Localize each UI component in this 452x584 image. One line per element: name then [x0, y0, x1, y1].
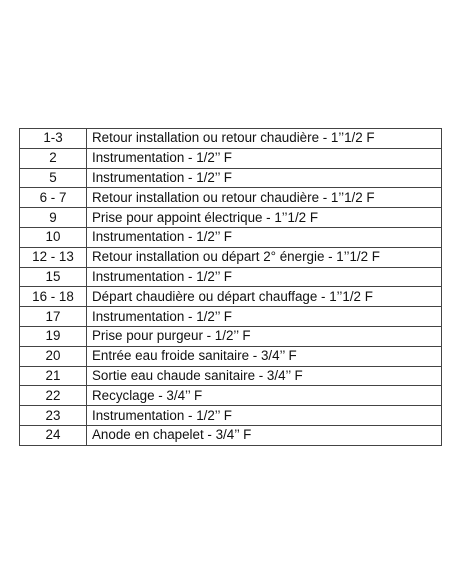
table-row — [20, 148, 442, 168]
connection-description: Prise pour appoint électrique - 1’’1/2 F — [87, 208, 442, 228]
connection-description: Instrumentation - 1/2’’ F — [87, 148, 442, 168]
connection-description: Instrumentation - 1/2’’ F — [87, 227, 442, 247]
connection-number: 10 — [20, 227, 87, 247]
table-row — [20, 326, 442, 346]
table-row — [20, 267, 442, 287]
connections-table-body — [20, 129, 442, 446]
connection-number: 23 — [20, 406, 87, 426]
table-row — [20, 307, 442, 327]
connection-description: Instrumentation - 1/2’’ F — [87, 267, 442, 287]
connection-description: Retour installation ou retour chaudière - 1’’1/2 F — [87, 129, 442, 149]
table-row — [20, 406, 442, 426]
connection-description: Départ chaudière ou départ chauffage - 1’’1/2 F — [87, 287, 442, 307]
connection-description: Recyclage - 3/4’’ F — [87, 386, 442, 406]
table-row — [20, 346, 442, 366]
connection-number: 15 — [20, 267, 87, 287]
connections-table — [19, 128, 442, 446]
connection-number: 12 - 13 — [20, 247, 87, 267]
connection-number: 24 — [20, 425, 87, 445]
connection-number: 5 — [20, 168, 87, 188]
connection-number: 16 - 18 — [20, 287, 87, 307]
table-row — [20, 425, 442, 445]
connection-number: 21 — [20, 366, 87, 386]
connection-description: Instrumentation - 1/2’’ F — [87, 406, 442, 426]
table-row — [20, 287, 442, 307]
table-row — [20, 208, 442, 228]
table-row — [20, 129, 442, 149]
table-row — [20, 227, 442, 247]
connection-number: 9 — [20, 208, 87, 228]
connection-description: Retour installation ou départ 2° énergie - 1’’1/2 F — [87, 247, 442, 267]
connection-number: 1-3 — [20, 129, 87, 149]
connection-description: Sortie eau chaude sanitaire - 3/4’’ F — [87, 366, 442, 386]
connection-description: Prise pour purgeur - 1/2’’ F — [87, 326, 442, 346]
connection-description: Entrée eau froide sanitaire - 3/4’’ F — [87, 346, 442, 366]
connection-number: 6 - 7 — [20, 188, 87, 208]
table-row — [20, 386, 442, 406]
connection-description: Instrumentation - 1/2’’ F — [87, 168, 442, 188]
connection-number: 19 — [20, 326, 87, 346]
table-row — [20, 188, 442, 208]
connection-number: 22 — [20, 386, 87, 406]
table-row — [20, 247, 442, 267]
table-row — [20, 168, 442, 188]
connection-description: Anode en chapelet - 3/4’’ F — [87, 425, 442, 445]
connection-description: Retour installation ou retour chaudière - 1’’1/2 F — [87, 188, 442, 208]
connection-description: Instrumentation - 1/2’’ F — [87, 307, 442, 327]
connection-number: 2 — [20, 148, 87, 168]
table-row — [20, 366, 442, 386]
connection-number: 17 — [20, 307, 87, 327]
connection-number: 20 — [20, 346, 87, 366]
